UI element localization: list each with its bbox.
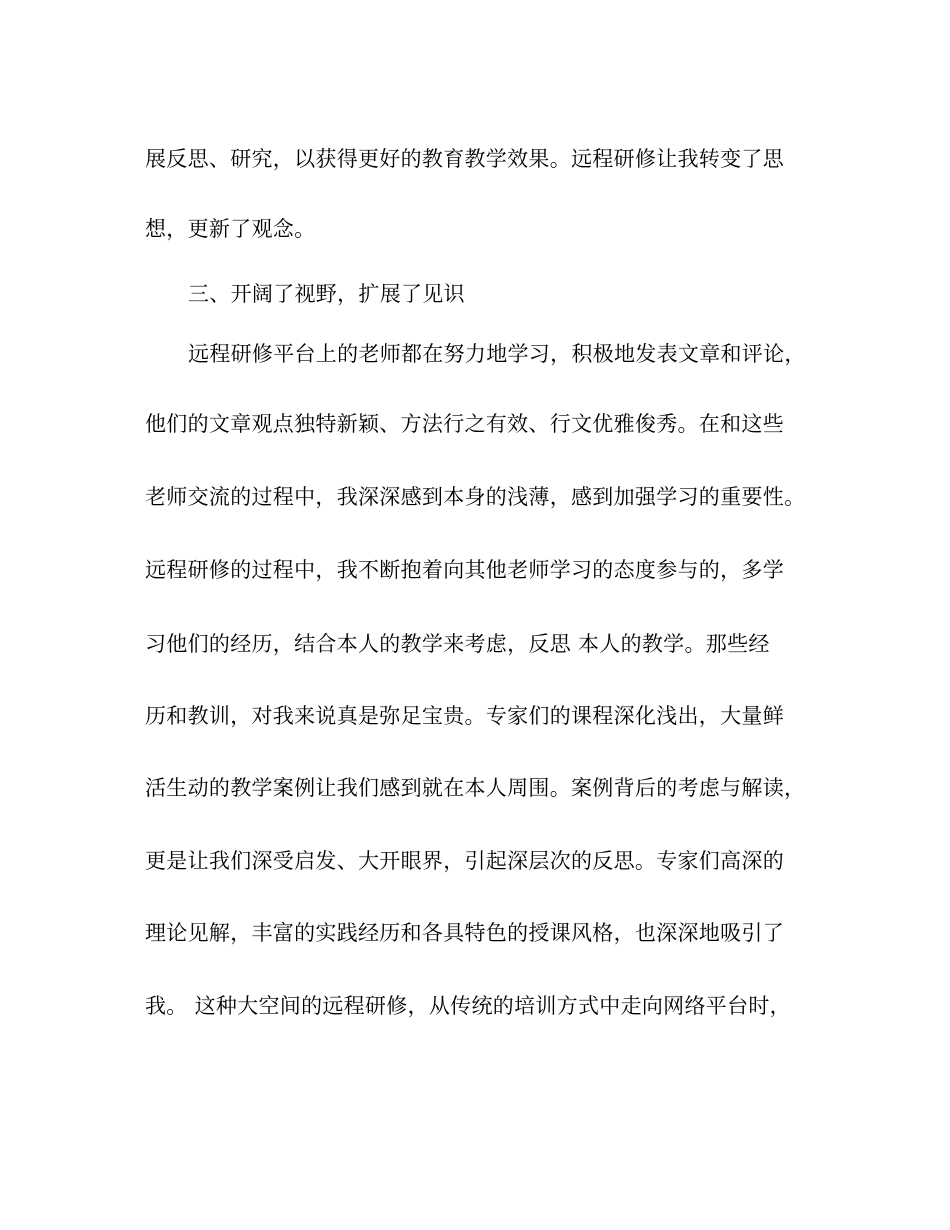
paragraph-line-3: 远程研修平台上的老师都在努力地学习，积极地发表文章和评论， [188,342,806,366]
paragraph-line-9: 活生动的教学案例让我们感到就在本人周围。案例背后的考虑与解读， [145,776,806,800]
paragraph-line-7: 习他们的经历，结合本人的教学来考虑，反思 本人的教学。那些经 [145,632,770,656]
paragraph-line-11: 理论见解，丰富的实践经历和各具特色的授课风格，也深深地吸引了 [145,921,784,945]
paragraph-line-10: 更是让我们深受启发、大开眼界，引起深层次的反思。专家们高深的 [145,849,784,873]
paragraph-line-4: 他们的文章观点独特新颖、方法行之有效、行文优雅俊秀。在和这些 [145,412,784,436]
paragraph-line-2: 想，更新了观念。 [145,217,316,241]
paragraph-line-12: 我。 这种大空间的远程研修，从传统的培训方式中走向网络平台时， [145,994,791,1018]
paragraph-line-5: 老师交流的过程中，我深深感到本身的浅薄，感到加强学习的重要性。 [145,485,806,509]
paragraph-line-1: 展反思、研究，以获得更好的教育教学效果。远程研修让我转变了思 [145,147,784,171]
paragraph-line-6: 远程研修的过程中，我不断抱着向其他老师学习的态度参与的，多学 [145,558,784,582]
paragraph-line-8: 历和教训，对我来说真是弥足宝贵。专家们的课程深化浅出，大量鲜 [145,704,784,728]
section-heading: 三、开阔了视野，扩展了见识 [188,282,465,306]
